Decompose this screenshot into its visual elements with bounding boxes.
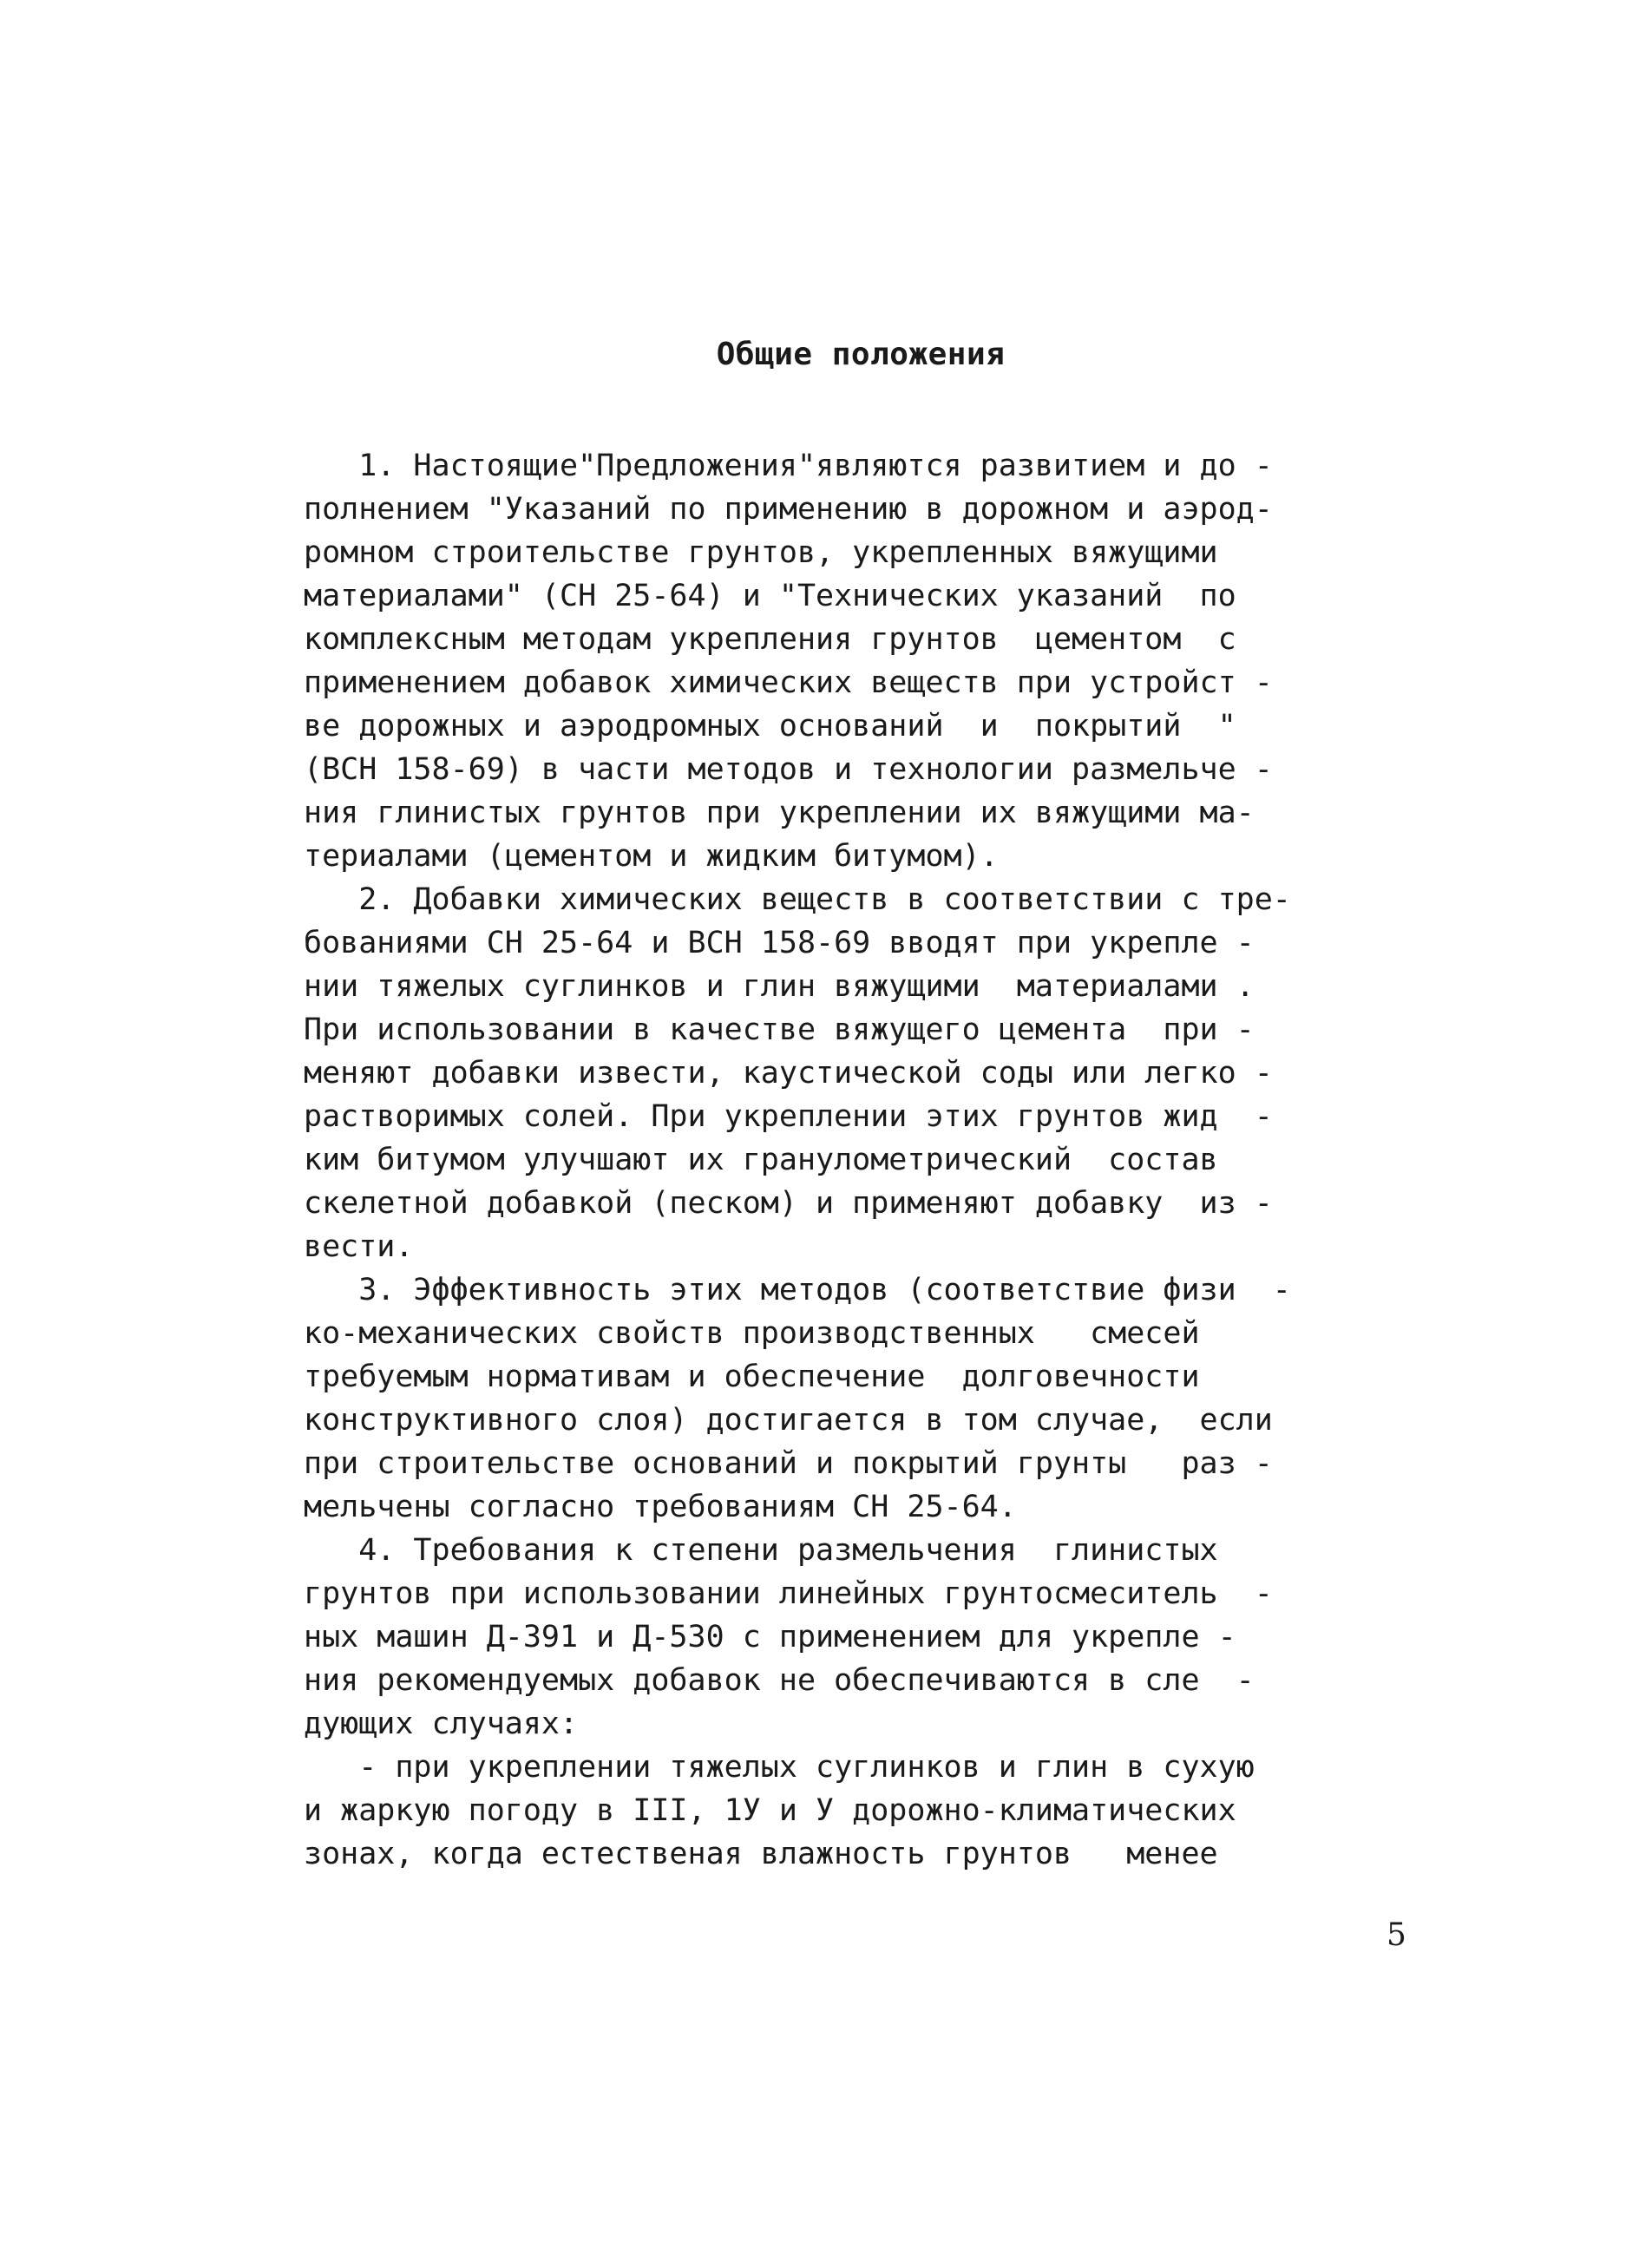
text-line: ве дорожных и аэродромных оснований и покрытий " <box>304 709 1236 744</box>
text-line: ния рекомендуемых добавок не обеспечиваются в сле - <box>304 1663 1255 1698</box>
text-line: при строительстве оснований и покрытий грунты раз - <box>304 1446 1273 1481</box>
text-line: требуемым нормативам и обеспечение долговечности <box>304 1360 1200 1394</box>
text-line: дующих случаях: <box>304 1707 579 1741</box>
text-line: полнением "Указаний по применению в дорожном и аэрод- <box>304 492 1273 527</box>
text-line: При использовании в качестве вяжущего цемента при - <box>304 1012 1255 1047</box>
text-line: вести. <box>304 1229 414 1264</box>
text-line: (ВСН 158-69) в части методов и технологии размельче - <box>304 752 1273 787</box>
text-line: бованиями СН 25-64 и ВСН 158-69 вводят при укрепле - <box>304 926 1255 960</box>
text-line: ных машин Д-391 и Д-530 с применением для укрепле - <box>304 1620 1236 1654</box>
text-line: материалами" (СН 25-64) и "Технических указаний по <box>304 579 1236 613</box>
text-line: 4. Требования к степени размельчения глинистых <box>304 1533 1218 1568</box>
text-line: меняют добавки извести, каустической соды или легко - <box>304 1056 1273 1091</box>
text-line: ния глинистых грунтов при укреплении их вяжущими ма- <box>304 796 1255 830</box>
body-text <box>304 444 1432 1876</box>
text-line: - при укреплении тяжелых суглинков и глин в сухую <box>304 1750 1255 1785</box>
text-line: ромном строительстве грунтов, укрепленных вяжущими <box>304 535 1218 570</box>
text-line: 1. Настоящие"Предложения"являются развитием и до - <box>304 449 1273 483</box>
text-line: териалами (цементом и жидким битумом). <box>304 839 999 874</box>
page-number: 5 <box>1386 1917 1406 1953</box>
text-line: ко-механических свойств производственных смесей <box>304 1316 1200 1351</box>
text-line: грунтов при использовании линейных грунтосмеситель - <box>304 1576 1273 1611</box>
section-heading: Общие положения <box>716 337 1006 372</box>
text-line: 2. Добавки химических веществ в соответствии с тре- <box>304 882 1291 917</box>
text-line: зонах, когда естественая влажность грунтов менее <box>304 1837 1218 1871</box>
text-line: ким битумом улучшают их гранулометрический состав <box>304 1143 1218 1177</box>
text-line: скелетной добавкой (песком) и применяют добавку из - <box>304 1186 1273 1221</box>
text-line: мельчены согласно требованиям СН 25-64. <box>304 1490 1017 1524</box>
text-line: конструктивного слоя) достигается в том случае, если <box>304 1403 1273 1438</box>
text-line: нии тяжелых суглинков и глин вяжущими материалами . <box>304 969 1255 1004</box>
text-line: и жаркую погоду в III, 1У и У дорожно-климатических <box>304 1793 1236 1828</box>
text-line: комплексным методам укрепления грунтов цементом с <box>304 622 1236 657</box>
text-line: 3. Эффективность этих методов (соответствие физи - <box>304 1273 1291 1307</box>
text-line: применением добавок химических веществ при устройст - <box>304 665 1273 700</box>
text-line: растворимых солей. При укреплении этих грунтов жид - <box>304 1099 1273 1134</box>
